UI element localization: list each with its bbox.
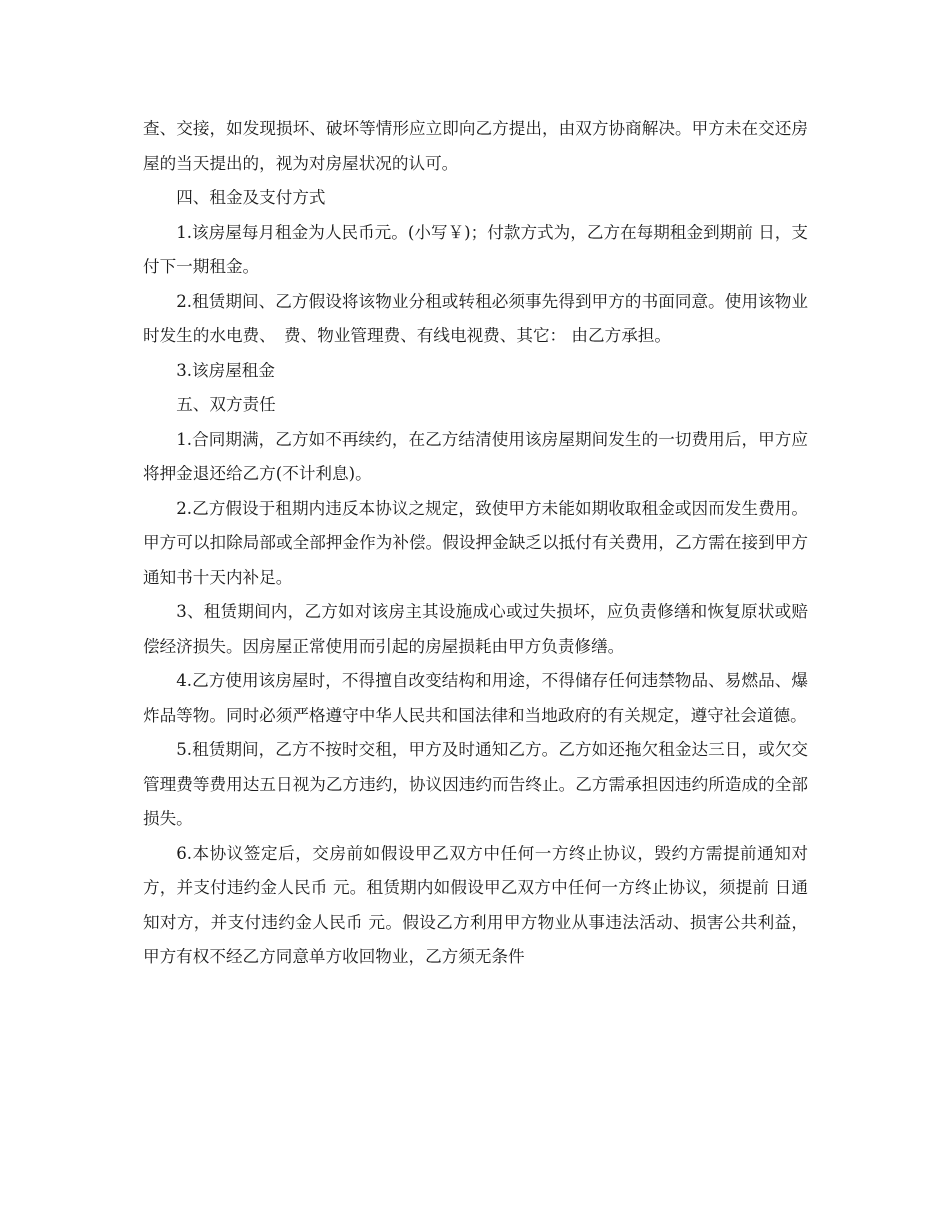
paragraph-termination: 6.本协议签定后，交房前如假设甲乙双方中任何一方终止协议，毁约方需提前通知对方，并支付违约金人民币 元。租赁期内如假设甲乙双方中任何一方终止协议，须提前 日通知对方，并支付违约金人民币 元。假设乙方利用甲方物业从事违法活动、损害公共利益，甲方有权不经乙方同意单方收回物业，乙方须无条件 xyxy=(143,843,808,966)
paragraph-inspection-handover: 查、交接，如发现损坏、破坏等情形应立即向乙方提出，由双方协商解决。甲方未在交还房屋的当天提出的，视为对房屋状况的认可。 xyxy=(143,119,808,173)
paragraph-late-rent: 5.租赁期间，乙方不按时交租，甲方及时通知乙方。乙方如还拖欠租金达三日，或欠交管理费等费用达五日视为乙方违约，协议因违约而告终止。乙方需承担因违约所造成的全部损失。 xyxy=(143,740,808,828)
paragraph-damage-repair: 3、租赁期间内，乙方如对该房主其设施成心或过失损坏，应负责修缮和恢复原状或赔偿经济损失。因房屋正常使用而引起的房屋损耗由甲方负责修缮。 xyxy=(143,602,808,656)
paragraph-breach-deposit: 2.乙方假设于租期内违反本协议之规定，致使甲方未能如期收取租金或因而发生费用。甲方可以扣除局部或全部押金作为补偿。假设押金缺乏以抵付有关费用，乙方需在接到甲方通知书十天内补足。 xyxy=(143,498,808,587)
paragraph-rent-amount: 1.该房屋每月租金为人民币元。(小写￥)；付款方式为，乙方在每期租金到期前 日，支付下一期租金。 xyxy=(143,222,808,276)
paragraph-sublease-fees: 2.租赁期间、乙方假设将该物业分租或转租必须事先得到甲方的书面同意。使用该物业时发生的水电费、 费、物业管理费、有线电视费、其它： 由乙方承担。 xyxy=(143,291,808,345)
heading-rent-and-payment: 四、租金及支付方式 xyxy=(176,188,326,207)
paragraph-rent-note: 3.该房屋租金 xyxy=(176,360,275,380)
paragraph-usage-rules: 4.乙方使用该房屋时，不得擅自改变结构和用途，不得储存任何违禁物品、易燃品、爆炸品等物。同时必须严格遵守中华人民共和国法律和当地政府的有关规定，遵守社会道德。 xyxy=(143,671,808,725)
heading-responsibilities: 五、双方责任 xyxy=(176,395,276,414)
paragraph-deposit-refund: 1.合同期满，乙方如不再续约，在乙方结清使用该房屋期间发生的一切费用后，甲方应将押金退还给乙方(不计利息)。 xyxy=(143,429,808,483)
document-page xyxy=(143,112,808,975)
